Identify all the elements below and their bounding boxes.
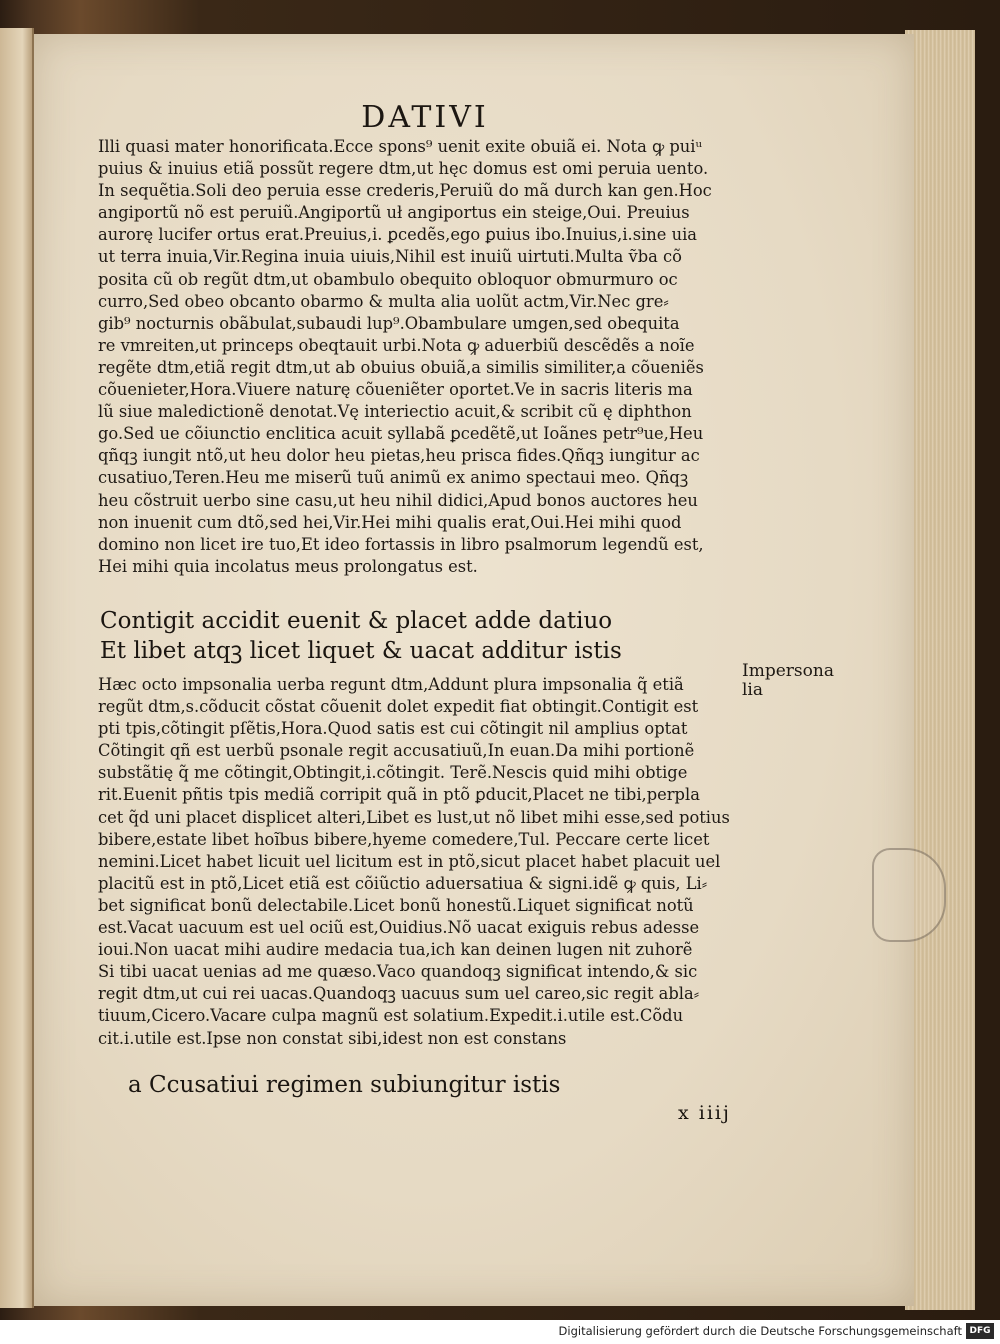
page-edges	[905, 30, 975, 1310]
dfg-logo: DFG	[966, 1323, 994, 1339]
margin-note	[742, 661, 834, 700]
text-line: aurorę lucifer ortus erat.Preuius,i. ꝑcedẽs,ego ꝑuius ibo.Inuius,i.sine uia	[98, 225, 697, 245]
text-line: In sequẽtia.Soli deo peruia esse crederis,Peruiũ do mã durch kan gen.Hoc	[98, 181, 712, 201]
page-clip	[872, 848, 946, 942]
text-line: rit.Euenit pñtis tpis mediã corripit quã in ptõ ꝑducit,Placet ne tibi,perpla	[98, 785, 700, 805]
text-line: Hæc octo impsonalia uerba regunt dtm,Addunt plura impsonalia q̃ etiã	[98, 675, 684, 694]
margin-note-line: Impersona	[742, 661, 834, 681]
text-line: regit dtm,ut cui rei uacas.Quandoqꝫ uacuus sum uel careo,sic regit abla⸗	[98, 984, 700, 1004]
text-line: puius & inuius etiã possũt regere dtm,ut hęc domus est omi peruia uento.	[98, 159, 709, 179]
verse-line-1: Contigit accidit euenit & placet adde datiuo	[100, 608, 613, 634]
text-line: cet q̃d uni placet displicet alteri,Libet es lust,ut nõ libet mihi esse,sed potius	[98, 807, 730, 827]
text-line: domino non licet ire tuo,Et ideo fortassis in libro psalmorum legendũ est,	[98, 534, 704, 554]
text-line: Illi quasi mater honorificata.Ecce spons⁹ uenit exite obuiã ei. Nota ꝙ puiᵘ	[98, 137, 702, 156]
margin-note-line: lia	[742, 680, 764, 700]
footer-credit: Digitalisierung gefördert durch die Deutsche Forschungsgemeinschaft	[558, 1324, 962, 1338]
verse-line-2: Et libet atqꝫ licet liquet & uacat additur istis	[100, 638, 622, 664]
text-line: heu cõstruit uerbo sine casu,ut heu nihil didici,Apud bonos auctores heu	[98, 490, 698, 510]
text-line: curro,Sed obeo obcanto obarmo & multa alia uolũt actm,Vir.Nec gre⸗	[98, 291, 669, 311]
text-line: ioui.Non uacat mihi audire medacia tua,ich kan deinen lugen nit zuhorẽ	[98, 940, 693, 960]
text-line: est.Vacat uacuum est uel ociũ est,Ouidius.Nõ uacat exiguis rebus adesse	[98, 918, 700, 938]
catchword: a Ccusatiui regimen subiungitur istis	[128, 1072, 561, 1098]
text-line: Cõtingit qñ est uerbũ psonale regit accusatiuũ,In euan.Da mihi portionẽ	[98, 741, 695, 761]
text-line: bet significat bonũ delectabile.Licet bonũ honestũ.Liquet significat notũ	[98, 895, 694, 915]
text-line: gib⁹ nocturnis obãbulat,subaudi lup⁹.Obambulare umgen,sed obequita	[98, 313, 680, 333]
text-line: re vmreiten,ut princeps obeqtauit urbi.Nota ꝙ aduerbiũ descẽdẽs a noĩe	[98, 335, 695, 355]
text-line: posita cũ ob regũt dtm,ut obambulo obequito obloquor obmurmuro oc	[98, 269, 678, 289]
text-line: substãtię q̃ me cõtingit,Obtingit,i.cõtingit. Terẽ.Nescis quid mihi obtige	[98, 763, 688, 783]
text-line: pti tpis,cõtingit pſẽtis,Hora.Quod satis est cui cõtingit nil amplius optat	[98, 719, 688, 739]
text-line: placitũ est in ptõ,Licet etiã est cõiũctio aduersatiua & signi.idẽ ꝙ quis, Li⸗	[98, 873, 708, 893]
text-line: nemini.Licet habet licuit uel licitum est in ptõ,sicut placet habet placuit uel	[98, 851, 721, 871]
commentary-text	[98, 674, 748, 1050]
text-line: Si tibi uacat uenias ad me quæso.Vaco quandoqꝫ significat intendo,& sic	[98, 962, 698, 982]
text-line: bibere,estate libet hoĩbus bibere,hyeme comedere,Tul. Peccare certe licet	[98, 829, 710, 849]
text-line: ut terra inuia,Vir.Regina inuia uiuis,Nihil est inuiũ uirtuti.Multa ṽba cõ	[98, 247, 682, 267]
text-line: cit.i.utile est.Ipse non constat sibi,idest non est constans	[98, 1028, 567, 1048]
text-line: non inuenit cum dtõ,sed hei,Vir.Hei mihi qualis erat,Oui.Hei mihi quod	[98, 512, 682, 532]
text-line: cõuenieter,Hora.Viuere naturę cõueniẽter oportet.Ve in sacris literis ma	[98, 380, 693, 400]
signature-mark: x iiij	[678, 1102, 731, 1124]
text-line: go.Sed ue cõiunctio enclitica acuit syllabã ꝑcedẽtẽ,ut Ioãnes petr⁹ue,Heu	[98, 424, 704, 444]
text-line: qñqꝫ iungit ntõ,ut heu dolor heu pietas,heu prisca fides.Qñqꝫ iungitur ac	[98, 446, 700, 466]
text-line: regẽte dtm,etiã regit dtm,ut ab obuius obuiã,a similis similiter,a cõueniẽs	[98, 357, 704, 377]
text-line: angiportũ nõ est peruiũ.Angiportũ uł angiportus ein steige,Oui. Preuius	[98, 203, 690, 223]
text-line: regũt dtm,s.cõducit cõstat cõuenit dolet expedit fiat obtingit.Contigit est	[98, 697, 699, 717]
text-line: lũ siue maledictionẽ denotat.Vę interiectio acuit,& scribit cũ ę diphthon	[98, 402, 692, 422]
footer-bar	[0, 1320, 1000, 1344]
text-line: Hei mihi quia incolatus meus prolongatus est.	[98, 556, 478, 576]
text-line: cusatiuo,Teren.Heu me miserũ tuũ animũ ex animo spectaui meo. Qñqꝫ	[98, 468, 689, 488]
running-header: DATIVI	[361, 100, 489, 135]
main-text	[98, 136, 748, 578]
text-line: tiuum,Cicero.Vacare culpa magnũ est solatium.Expedit.i.utile est.Cõdu	[98, 1006, 684, 1026]
previous-page-edge	[0, 28, 34, 1308]
